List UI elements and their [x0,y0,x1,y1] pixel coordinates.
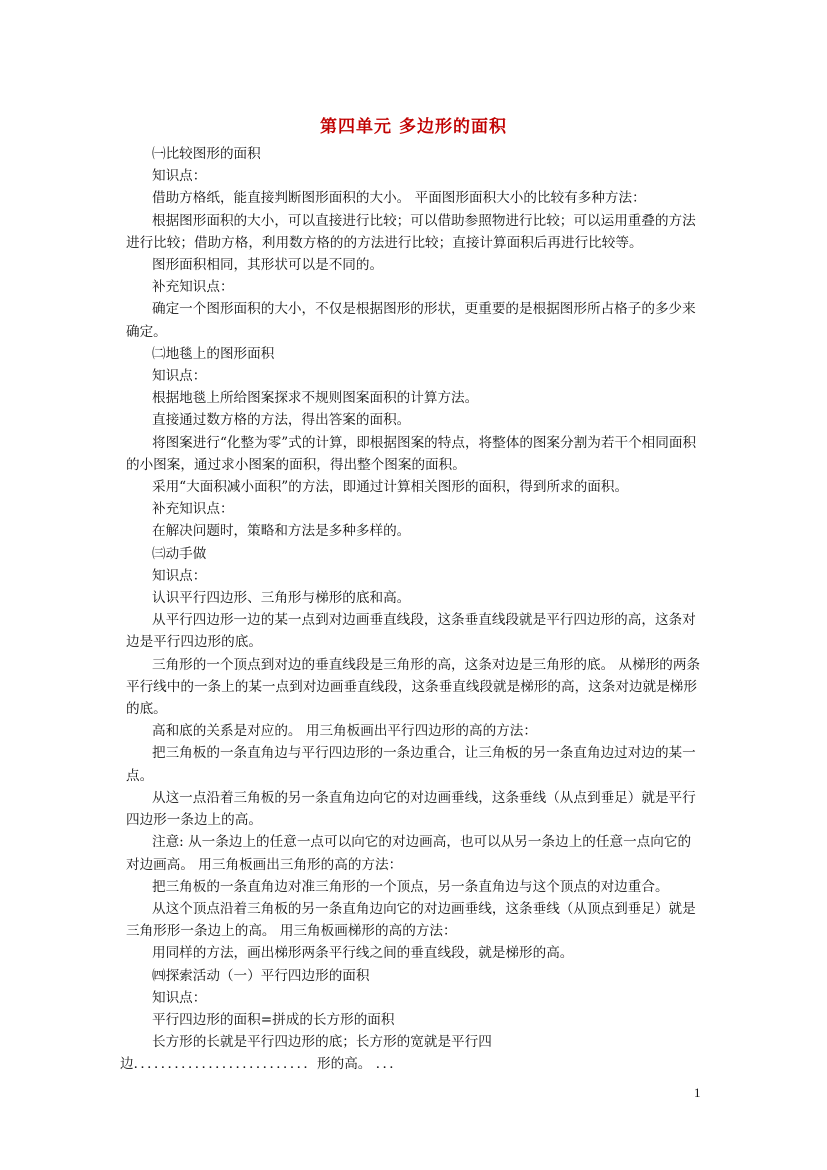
paragraph: 长方形的长就是平行四边形的底；长方形的宽就是平行四 [152,1034,492,1051]
paragraph: 三角形的一个顶点到对边的垂直线段是三角形的高，这条对边是三角形的底。 从梯形的两条平行线中的一条上的某一点到对边画垂直线段，这条垂直线段就是梯形的高，这条对边就是梯形的底。 [126,656,701,718]
paragraph: 知识点： [152,368,207,385]
paragraph: 根据图形面积的大小，可以直接进行比较；可以借助参照物进行比较；可以运用重叠的方法进行比较；借助方格，利用数方格的的方法进行比较；直接计算面积后再进行比较等。 [126,212,696,251]
paragraph: ㈠比较图形的面积 [152,146,261,162]
paragraph: 在解决问题时，策略和方法是多种多样的。 [152,523,411,540]
paragraph: 知识点： [152,567,207,584]
paragraph: 根据地毯上所给图案探求不规则图案面积的计算方法。 [152,390,479,407]
paragraph: 将图案进行“化整为零”式的计算，即根据图案的特点，将整体的图案分割为若干个相同面积的小图案，通过求小图案的面积，得出整个图案的面积。 [126,434,697,473]
paragraph: 知识点： [152,168,207,185]
paragraph: ㈣探索活动（一）平行四边形的面积 [152,967,370,984]
paragraph: 补充知识点： [152,279,234,296]
paragraph: 从这一点沿着三角板的另一条直角边向它的对边画垂线，这条垂线（从点到垂足）就是平行四边形一条边上的高。 [126,789,696,829]
paragraph: 采用“大面积减小面积”的方法，即通过计算相关图形的面积，得到所求的面积。 [152,479,629,496]
paragraph: 借助方格纸，能直接判断图形面积的大小。 平面图形面积大小的比较有多种方法： [152,190,646,207]
paragraph: 直接通过数方格的方法，得出答案的面积。 [152,412,411,429]
paragraph: 从这个顶点沿着三角板的另一条直角边向它的对边画垂线，这条垂线（从顶点到垂足）就是三角形形一条边上的高。 用三角板画梯形的高的方法： [126,900,696,940]
paragraph: ㈡地毯上的图形面积 [152,345,275,362]
paragraph: 从平行四边形一边的某一点到对边画垂直线段，这条垂直线段就是平行四边形的高，这条对边是平行四边形的底。 [126,612,696,651]
paragraph: 用同样的方法，画出梯形两条平行线之间的垂直线段，就是梯形的高。 [152,945,574,962]
paragraph: 图形面积相同，其形状可以是不同的。 [152,257,384,274]
paragraph: 把三角板的一条直角边与平行四边形的一条边重合，让三角板的另一条直角边过对边的某一点。 [126,745,696,784]
paragraph: 补充知识点： [152,501,234,518]
paragraph: 确定一个图形面积的大小，不仅是根据图形的形状，更重要的是根据图形所占格子的多少来确定。 [126,301,696,340]
paragraph: 注意: 从一条边上的任意一点可以向它的对边画高，也可以从另一条边上的任意一点向它的对边画高。 用三角板画出三角形的高的方法： [126,834,692,873]
paragraph: 认识平行四边形、三角形与梯形的底和高。 [152,590,411,607]
page-title: 第四单元 多边形的面积 [320,117,507,137]
paragraph: 把三角板的一条直角边对准三角形的一个顶点，另一条直角边与这个顶点的对边重合。 [152,878,669,895]
paragraph-continuation: 边．．．．．．．．．．．．．．．．．．．．．．．．．．形的高。 ．．． [120,1056,403,1073]
paragraph: 知识点： [152,989,207,1006]
page-number: 1 [694,1085,701,1100]
paragraph: 平行四边形的面积=拼成的长方形的面积 [152,1011,395,1028]
document-body [120,143,702,1076]
paragraph: 高和底的关系是对应的。 用三角板画出平行四边形的高的方法： [152,723,537,740]
paragraph: ㈢动手做 [152,545,207,562]
